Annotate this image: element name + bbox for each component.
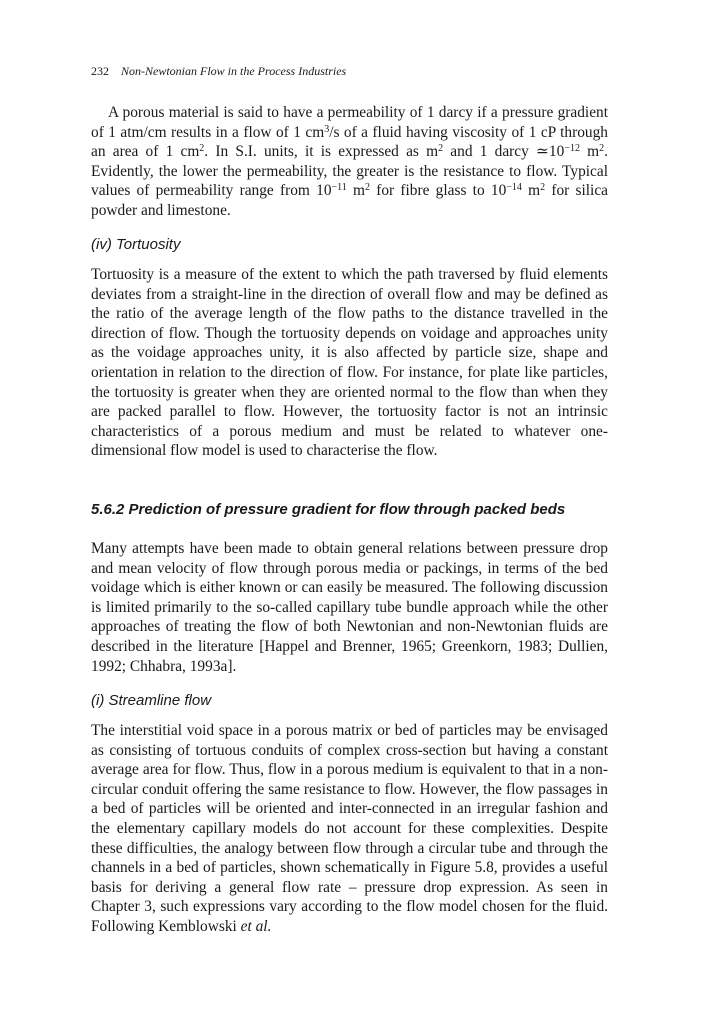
paragraph-tortuosity: Tortuosity is a measure of the extent to which the path traversed by fluid elements deviates from a straight-line in the direction of overall flow and may be defined as the ratio of the average length of the flow paths to the distance travelled in the direction of flow. Though the tortuosity depends on voidage and approaches unity as the voidage approaches unity, it is also affected by particle size, shape and orientation in relation to the direction of flow. For instance, for plate like particles, the tortuosity is greater when they are oriented normal to the flow than when they are packed parallel to flow. However, the tortuosity factor is not an intrinsic characteristics of a porous medium and must be related to whatever one-dimensional flow model is used to characterise the flow. [91,266,608,460]
page-number: 232 [91,64,109,78]
subheading-streamline-flow: (i) Streamline flow [91,692,212,709]
running-header [91,64,346,79]
section-heading-5-6-2: 5.6.2 Prediction of pressure gradient for flow through packed beds [91,501,566,518]
paragraph-permeability: A porous material is said to have a permeability of 1 darcy if a pressure gradient of 1 atm/cm results in a flow of 1 $cm^3/s$ of a fluid having viscosity of 1 cP through an area of 1 $cm^2$. In S.I. units, it is expressed as $m^2$ and 1 darcy $≃10^{-12}$ $m^2$. Evidently, the lower the permeability, the greater is the resistance to flow. Typical values of permeability range from $10^{-11}$ $m^2$ for fibre glass to $10^{-14}$ $m^2$ for silica powder and limestone. [91,104,608,219]
subheading-tortuosity: (iv) Tortuosity [91,236,181,253]
book-title: Non-Newtonian Flow in the Process Industries [121,64,347,78]
paragraph-prediction: Many attempts have been made to obtain general relations between pressure drop and mean velocity of flow through porous media or packings, in terms of the bed voidage which is either known or can easily be measured. The following discussion is limited primarily to the so-called capillary tube bundle approach while the other approaches of treating the flow of both Newtonian and non-Newtonian fluids are described in the literature [Happel and Brenner, 1965; Greenkorn, 1983; Dullien, 1992; Chhabra, 1993a]. [91,540,608,675]
paragraph-streamline: The interstitial void space in a porous matrix or bed of particles may be envisaged as consisting of tortuous conduits of complex cross-section but having a constant average area for flow. Thus, flow in a porous medium is equivalent to that in a non-circular conduit offering the same resistance to flow. However, the flow passages in a bed of particles will be oriented and inter-connected in an irregular fashion and the elementary capillary models do not account for these complexities. Despite these difficulties, the analogy between flow through a circular tube and through the channels in a bed of particles, shown schematically in Figure 5.8, provides a useful basis for deriving a general flow rate – pressure drop expression. As seen in Chapter 3, such expressions vary according to the flow model chosen for the fluid. Following Kemblowski et al. [91,722,608,935]
